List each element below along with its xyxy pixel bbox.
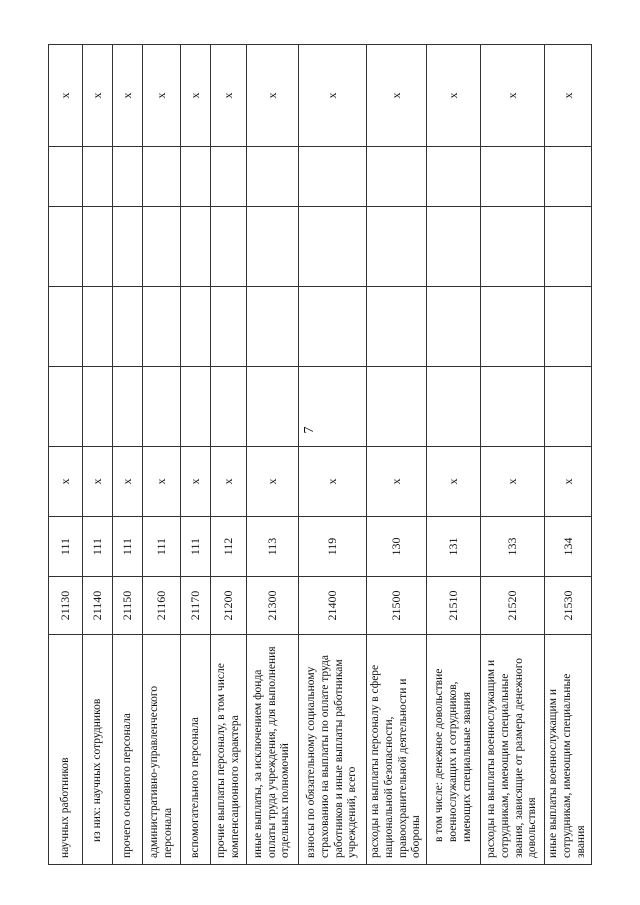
row-label: иные выплаты, за исключением фонда оплаты труда учреждения, для выполнения отдельных полномочий — [247, 635, 299, 865]
row-code: 21160 — [143, 577, 181, 635]
empty-cell — [113, 207, 143, 287]
empty-cell — [211, 207, 247, 287]
row-code: 21170 — [181, 577, 211, 635]
row-code: 21500 — [367, 577, 427, 635]
row-kosgu: 111 — [181, 517, 211, 577]
row-mark: x — [83, 45, 113, 147]
table-row — [143, 45, 181, 865]
row-mark: x — [545, 45, 591, 147]
empty-cell — [211, 287, 247, 367]
row-mark: x — [181, 447, 211, 517]
row-kosgu: 119 — [299, 517, 367, 577]
row-mark: x — [299, 447, 367, 517]
row-mark: x — [481, 447, 545, 517]
empty-cell — [247, 367, 299, 447]
row-mark: x — [113, 45, 143, 147]
row-mark: x — [83, 447, 113, 517]
row-kosgu: 113 — [247, 517, 299, 577]
empty-cell — [481, 207, 545, 287]
row-kosgu: 130 — [367, 517, 427, 577]
row-label: прочего основного персонала — [113, 635, 143, 865]
row-mark: x — [427, 447, 481, 517]
row-code: 21140 — [83, 577, 113, 635]
empty-cell — [49, 147, 83, 207]
row-mark: x — [49, 45, 83, 147]
table-row — [113, 45, 143, 865]
table-row — [367, 45, 427, 865]
row-label: взносы по обязательному социальному страхованию на выплаты по оплате труда работников и иные выплаты работникам учреждений, всего — [299, 635, 367, 865]
empty-cell — [545, 367, 591, 447]
empty-cell — [367, 207, 427, 287]
row-label: вспомогательного персонала — [181, 635, 211, 865]
empty-cell — [83, 287, 113, 367]
row-mark: x — [49, 447, 83, 517]
empty-cell — [367, 287, 427, 367]
row-mark: x — [367, 45, 427, 147]
row-label: расходы на выплаты персоналу в сфере национальной безопасности, правоохранительной деятельности и обороны — [367, 635, 427, 865]
row-mark: x — [143, 447, 181, 517]
empty-cell — [181, 367, 211, 447]
empty-cell — [247, 147, 299, 207]
empty-cell — [83, 367, 113, 447]
empty-cell — [299, 367, 367, 447]
empty-cell — [299, 287, 367, 367]
empty-cell — [545, 207, 591, 287]
row-code: 21200 — [211, 577, 247, 635]
table-row — [299, 45, 367, 865]
page-number: 7 — [302, 426, 317, 434]
table-row — [545, 45, 591, 865]
row-label: прочие выплаты персоналу, в том числе компенсационного характера — [211, 635, 247, 865]
row-kosgu: 133 — [481, 517, 545, 577]
empty-cell — [49, 287, 83, 367]
table-row — [181, 45, 211, 865]
row-mark: x — [247, 45, 299, 147]
row-kosgu: 111 — [83, 517, 113, 577]
row-code: 21300 — [247, 577, 299, 635]
empty-cell — [427, 207, 481, 287]
empty-cell — [247, 207, 299, 287]
row-code: 21400 — [299, 577, 367, 635]
budget-table — [48, 44, 592, 865]
row-mark: x — [367, 447, 427, 517]
empty-cell — [367, 147, 427, 207]
row-kosgu: 111 — [143, 517, 181, 577]
row-label: в том числе: денежное довольствие военнослужащих и сотрудников, имеющих специальные звания — [427, 635, 481, 865]
empty-cell — [113, 287, 143, 367]
row-mark: x — [113, 447, 143, 517]
empty-cell — [481, 367, 545, 447]
empty-cell — [143, 147, 181, 207]
empty-cell — [247, 287, 299, 367]
empty-cell — [299, 207, 367, 287]
empty-cell — [181, 147, 211, 207]
empty-cell — [367, 367, 427, 447]
empty-cell — [211, 367, 247, 447]
empty-cell — [113, 147, 143, 207]
row-code: 21520 — [481, 577, 545, 635]
empty-cell — [427, 287, 481, 367]
table-row — [211, 45, 247, 865]
table-row — [427, 45, 481, 865]
empty-cell — [143, 207, 181, 287]
row-code: 21130 — [49, 577, 83, 635]
row-kosgu: 111 — [113, 517, 143, 577]
row-mark: x — [211, 45, 247, 147]
row-label: административно-управленческого персонала — [143, 635, 181, 865]
empty-cell — [83, 147, 113, 207]
row-mark: x — [427, 45, 481, 147]
row-label: научных работников — [49, 635, 83, 865]
empty-cell — [299, 147, 367, 207]
table-row — [83, 45, 113, 865]
row-label: расходы на выплаты военнослужащим и сотрудникам, имеющим специальные звания, зависящие от размера денежного довольствия — [481, 635, 545, 865]
empty-cell — [49, 367, 83, 447]
empty-cell — [545, 147, 591, 207]
empty-cell — [113, 367, 143, 447]
empty-cell — [143, 287, 181, 367]
empty-cell — [211, 147, 247, 207]
row-label: иные выплаты военнослужащим и сотрудникам, имеющим специальные звания — [545, 635, 591, 865]
row-mark: x — [247, 447, 299, 517]
row-kosgu: 111 — [49, 517, 83, 577]
row-mark: x — [181, 45, 211, 147]
row-kosgu: 112 — [211, 517, 247, 577]
row-mark: x — [481, 45, 545, 147]
row-mark: x — [299, 45, 367, 147]
empty-cell — [181, 207, 211, 287]
table-row — [247, 45, 299, 865]
empty-cell — [481, 147, 545, 207]
row-code: 21510 — [427, 577, 481, 635]
row-label: из них: научных сотрудников — [83, 635, 113, 865]
row-mark: x — [545, 447, 591, 517]
row-kosgu: 134 — [545, 517, 591, 577]
empty-cell — [545, 287, 591, 367]
table-row — [49, 45, 83, 865]
empty-cell — [83, 207, 113, 287]
empty-cell — [143, 367, 181, 447]
row-mark: x — [211, 447, 247, 517]
empty-cell — [481, 287, 545, 367]
row-code: 21530 — [545, 577, 591, 635]
table-row — [481, 45, 545, 865]
empty-cell — [49, 207, 83, 287]
row-kosgu: 131 — [427, 517, 481, 577]
row-mark: x — [143, 45, 181, 147]
empty-cell — [427, 367, 481, 447]
row-code: 21150 — [113, 577, 143, 635]
rotated-table-wrapper — [48, 45, 588, 865]
empty-cell — [427, 147, 481, 207]
empty-cell — [181, 287, 211, 367]
